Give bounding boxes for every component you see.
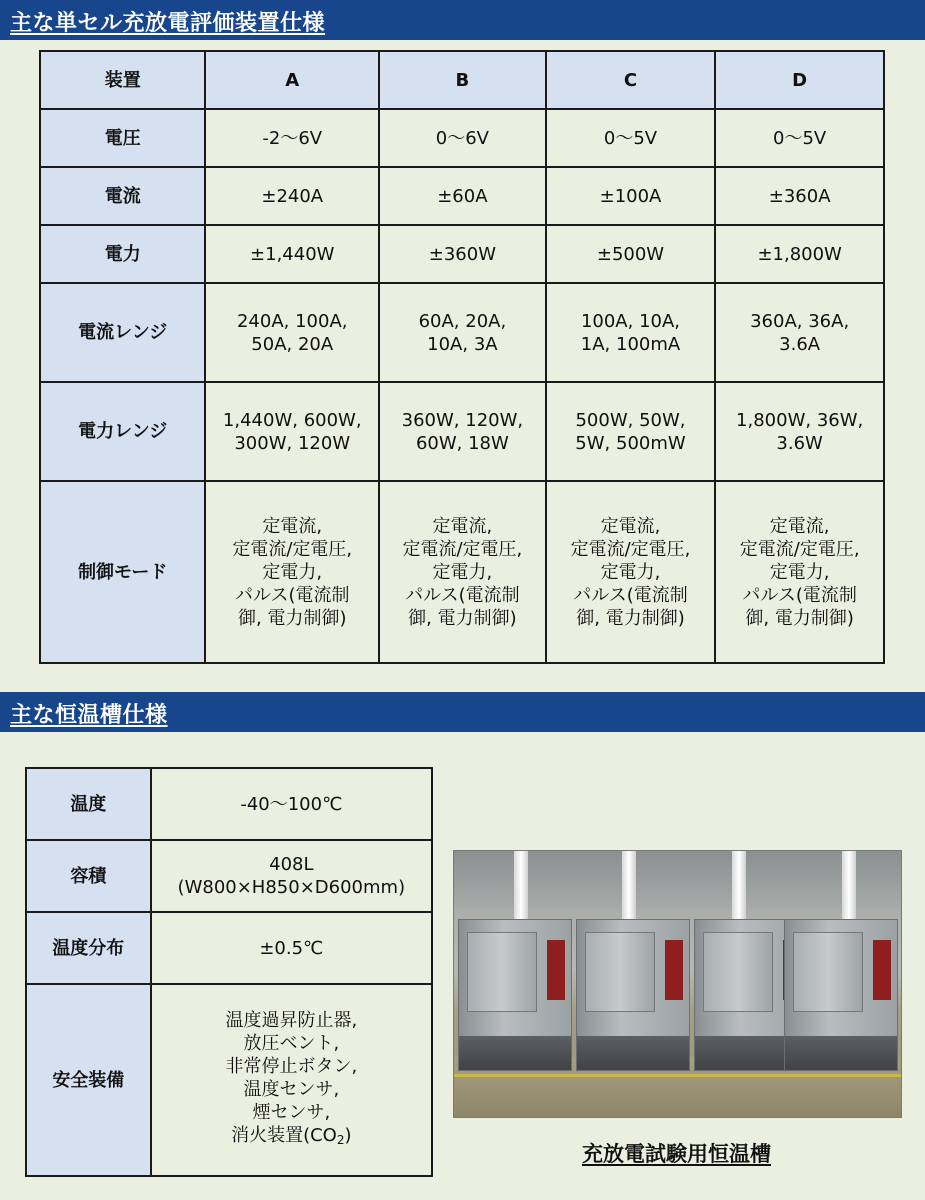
row-label: 温度 xyxy=(26,768,151,840)
table-cell: 500W, 50W, 5W, 500mW xyxy=(546,382,716,481)
table-row xyxy=(40,167,884,225)
row-label: 電圧 xyxy=(40,109,205,167)
header-cell: C xyxy=(546,51,716,109)
section-header-chamber xyxy=(0,692,925,732)
table-cell: ±360A xyxy=(715,167,884,225)
table-cell: 360W, 120W, 60W, 18W xyxy=(379,382,546,481)
header-cell: A xyxy=(205,51,379,109)
header-cell: B xyxy=(379,51,546,109)
table-cell: 60A, 20A, 10A, 3A xyxy=(379,283,546,382)
table-row xyxy=(40,109,884,167)
row-label: 電力レンジ xyxy=(40,382,205,481)
table-cell xyxy=(151,984,432,1176)
table-cell: ±0.5℃ xyxy=(151,912,432,984)
table-cell: 定電流, 定電流/定電圧, 定電力, パルス(電流制 御, 電力制御) xyxy=(379,481,546,663)
table-cell: 0～5V xyxy=(546,109,716,167)
row-label: 温度分布 xyxy=(26,912,151,984)
safety-equipment-text: 温度過昇防止器, 放圧ベント, 非常停止ボタン, 温度センサ, 煙センサ, 消火装置(CO xyxy=(225,1009,358,1146)
chamber-photo xyxy=(453,850,902,1118)
row-label: 電流レンジ xyxy=(40,283,205,382)
table-cell: -40～100℃ xyxy=(151,768,432,840)
header-cell: 装置 xyxy=(40,51,205,109)
table-row xyxy=(26,912,432,984)
table-cell: ±1,440W xyxy=(205,225,379,283)
table-cell: 1,440W, 600W, 300W, 120W xyxy=(205,382,379,481)
table-cell: 360A, 36A, 3.6A xyxy=(715,283,884,382)
row-label: 容積 xyxy=(26,840,151,912)
section-title: 主な恒温槽仕様 xyxy=(10,703,168,728)
row-label: 安全装備 xyxy=(26,984,151,1176)
table-row xyxy=(26,840,432,912)
table-row xyxy=(40,225,884,283)
table-cell: 408L (W800×H850×D600mm) xyxy=(151,840,432,912)
table-header-row xyxy=(40,51,884,109)
table-cell: ±100A xyxy=(546,167,716,225)
table-cell: 0～5V xyxy=(715,109,884,167)
table-row xyxy=(26,984,432,1176)
closing-paren: ) xyxy=(344,1124,352,1146)
table-cell: 定電流, 定電流/定電圧, 定電力, パルス(電流制 御, 電力制御) xyxy=(205,481,379,663)
table-cell: ±60A xyxy=(379,167,546,225)
photo-caption: 充放電試験用恒温槽 xyxy=(582,1142,771,1166)
row-label: 制御モード xyxy=(40,481,205,663)
header-cell: D xyxy=(715,51,884,109)
table-cell: 定電流, 定電流/定電圧, 定電力, パルス(電流制 御, 電力制御) xyxy=(715,481,884,663)
table-cell: ±360W xyxy=(379,225,546,283)
device-spec-table xyxy=(39,50,885,664)
chamber-spec-table xyxy=(25,767,433,1177)
table-row xyxy=(40,283,884,382)
row-label: 電流 xyxy=(40,167,205,225)
row-label: 電力 xyxy=(40,225,205,283)
section-title: 主な単セル充放電評価装置仕様 xyxy=(10,11,326,36)
section-header-cell-tester xyxy=(0,0,925,40)
table-cell: ±1,800W xyxy=(715,225,884,283)
subscript: 2 xyxy=(336,1132,345,1147)
table-cell: ±500W xyxy=(546,225,716,283)
table-row xyxy=(40,481,884,663)
table-cell: 定電流, 定電流/定電圧, 定電力, パルス(電流制 御, 電力制御) xyxy=(546,481,716,663)
table-cell: -2～6V xyxy=(205,109,379,167)
table-row xyxy=(26,768,432,840)
table-cell: 0～6V xyxy=(379,109,546,167)
table-cell: 1,800W, 36W, 3.6W xyxy=(715,382,884,481)
table-row xyxy=(40,382,884,481)
table-cell: ±240A xyxy=(205,167,379,225)
table-cell: 240A, 100A, 50A, 20A xyxy=(205,283,379,382)
table-cell: 100A, 10A, 1A, 100mA xyxy=(546,283,716,382)
